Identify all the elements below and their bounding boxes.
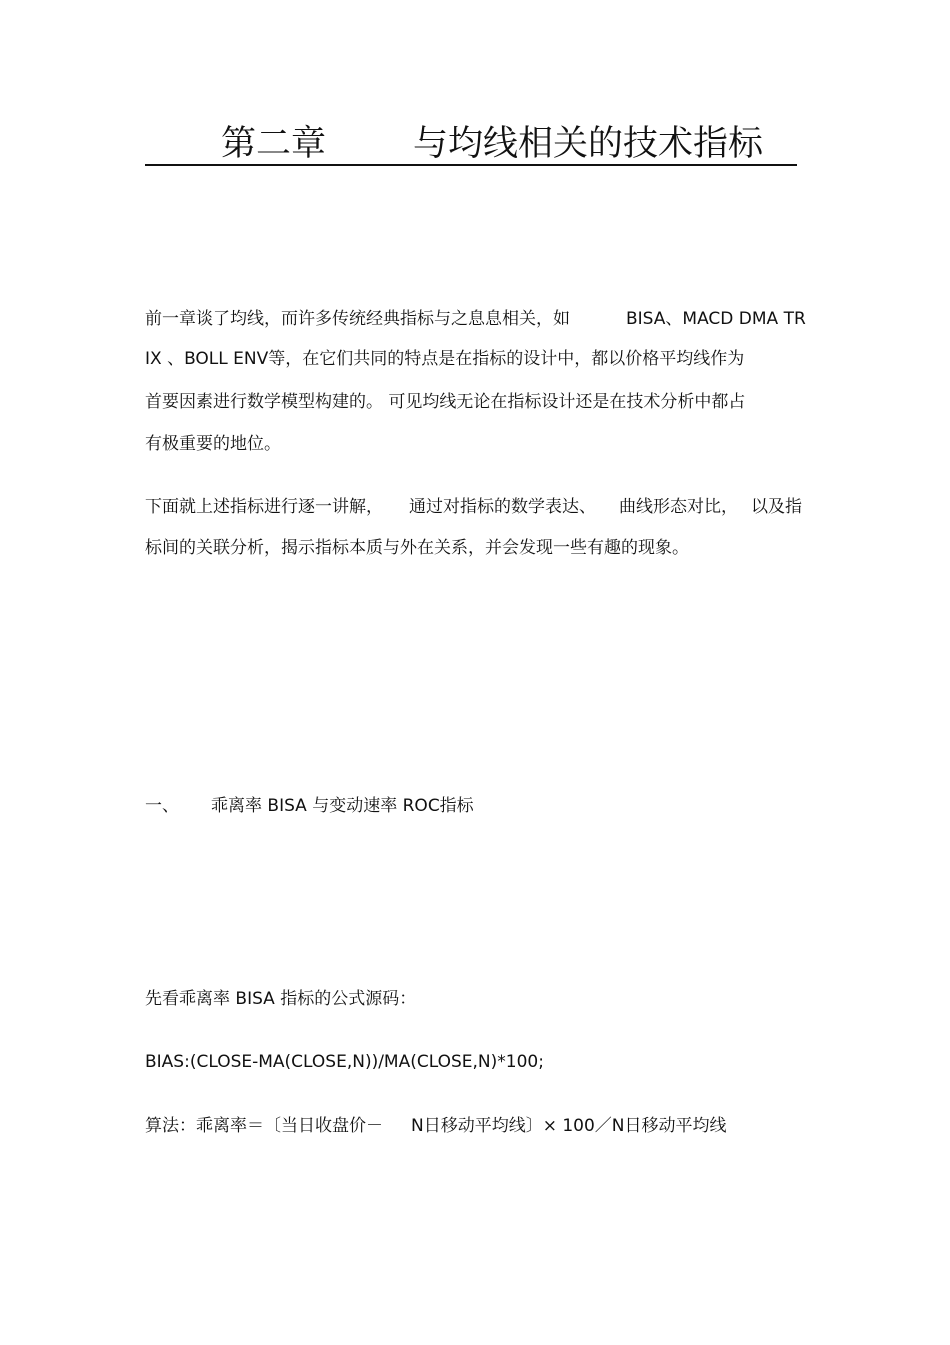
chapter-number: 第二章 [221, 124, 327, 164]
chapter-heading [145, 120, 797, 166]
formula-code: BIAS:(CLOSE-MA(CLOSE,N))/MA(CLOSE,N)*100; [145, 1052, 544, 1072]
intro-line-3: 首要因素进行数学模型构建的。 可见均线无论在指标设计还是在技术分析中都占 [145, 392, 746, 412]
intro-line-2: IX 、BOLL ENV等，在它们共同的特点是在指标的设计中，都以价格平均线作为 [145, 349, 745, 369]
para2-line-1-b: 通过对指标的数学表达、 [409, 497, 596, 517]
para2-line-1-d: 以及指 [751, 497, 802, 517]
formula-algorithm-a: 算法：乖离率＝〔当日收盘价－ [145, 1116, 383, 1136]
section-number: 一、 [145, 796, 179, 816]
para2-line-1-a: 下面就上述指标进行逐一讲解， [145, 497, 383, 517]
section-title: 乖离率 BISA 与变动速率 ROC指标 [211, 796, 474, 816]
intro-line-1-indicators: BISA、MACD DMA TR [626, 309, 806, 329]
formula-algorithm-b: N日移动平均线〕× 100／N日移动平均线 [411, 1116, 727, 1136]
formula-intro: 先看乖离率 BISA 指标的公式源码： [145, 989, 417, 1009]
intro-line-4: 有极重要的地位。 [145, 434, 281, 454]
chapter-title: 与均线相关的技术指标 [413, 124, 764, 164]
para2-line-1-c: 曲线形态对比， [619, 497, 738, 517]
intro-line-1-text: 前一章谈了均线，而许多传统经典指标与之息息相关，如 [145, 309, 570, 329]
para2-line-2: 标间的关联分析，揭示指标本质与外在关系，并会发现一些有趣的现象。 [145, 538, 689, 558]
